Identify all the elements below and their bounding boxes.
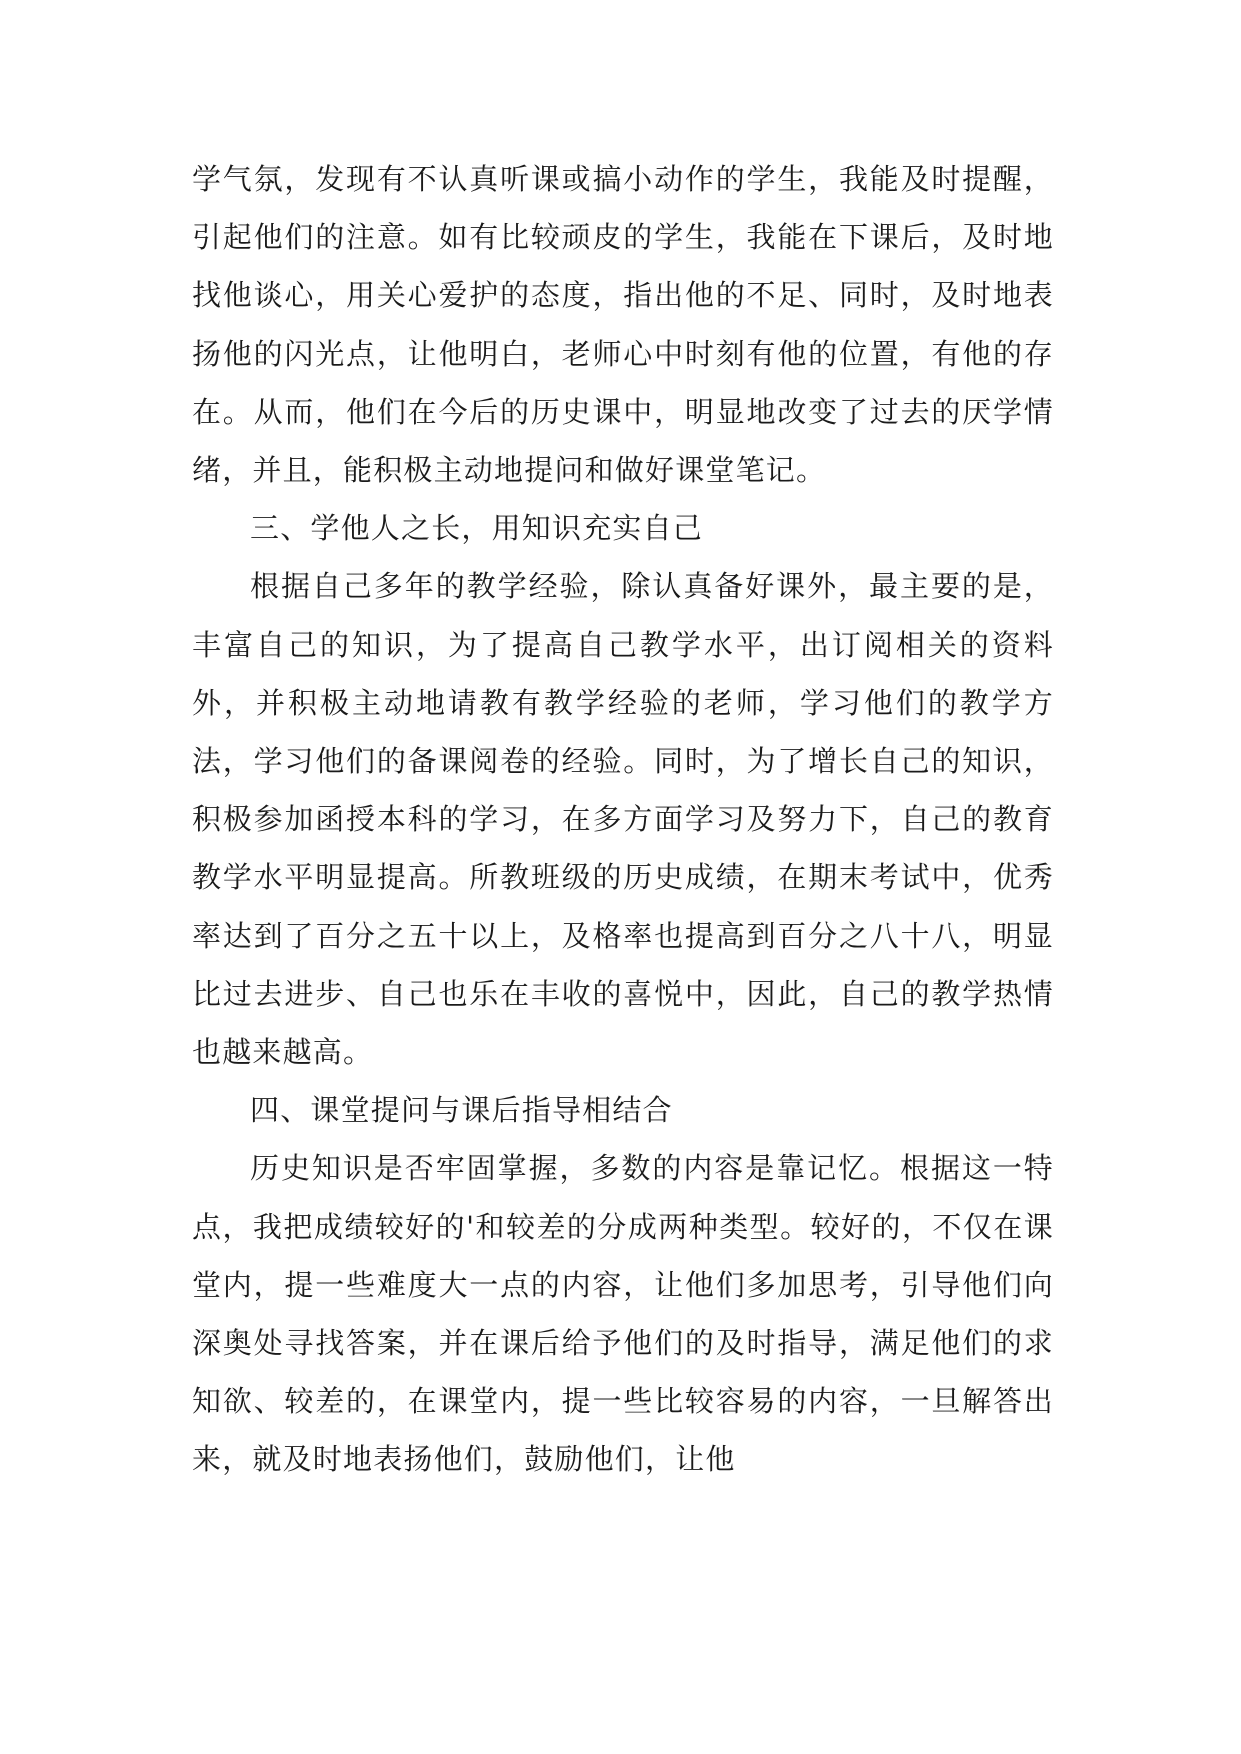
paragraph-questioning: 历史知识是否牢固掌握，多数的内容是靠记忆。根据这一特点，我把成绩较好的'和较差的分成两种类型。较好的，不仅在课堂内，提一些难度大一点的内容，让他们多加思考，引导他们向深奥处寻找答案，并在课后给予他们的及时指导，满足他们的求知欲、较差的，在课堂内，提一些比较容易的内容，一旦解答出来，就及时地表扬他们，鼓励他们，让他	[192, 1151, 1054, 1477]
section-heading-three: 三、学他人之长，用知识充实自己	[250, 511, 704, 546]
paragraph-learning: 根据自己多年的教学经验，除认真备好课外，最主要的是，丰富自己的知识，为了提高自己教学水平，出订阅相关的资料外，并积极主动地请教有教学经验的老师，学习他们的教学方法，学习他们的备课阅卷的经验。同时，为了增长自己的知识，积极参加函授本科的学习，在多方面学习及努力下，自己的教育教学水平明显提高。所教班级的历史成绩，在期末考试中，优秀率达到了百分之五十以上，及格率也提高到百分之八十八，明显比过去进步、自己也乐在丰收的喜悦中，因此，自己的教学热情也越来越高。	[192, 569, 1054, 1070]
section-heading-four: 四、课堂提问与课后指导相结合	[250, 1093, 673, 1128]
paragraph-continuation: 学气氛，发现有不认真听课或搞小动作的学生，我能及时提醒，引起他们的注意。如有比较顽皮的学生，我能在下课后，及时地找他谈心，用关心爱护的态度，指出他的不足、同时，及时地表扬他的闪光点，让他明白，老师心中时刻有他的位置，有他的存在。从而，他们在今后的历史课中，明显地改变了过去的厌学情绪，并且，能积极主动地提问和做好课堂笔记。	[192, 162, 1054, 488]
document-body	[192, 150, 1054, 1489]
